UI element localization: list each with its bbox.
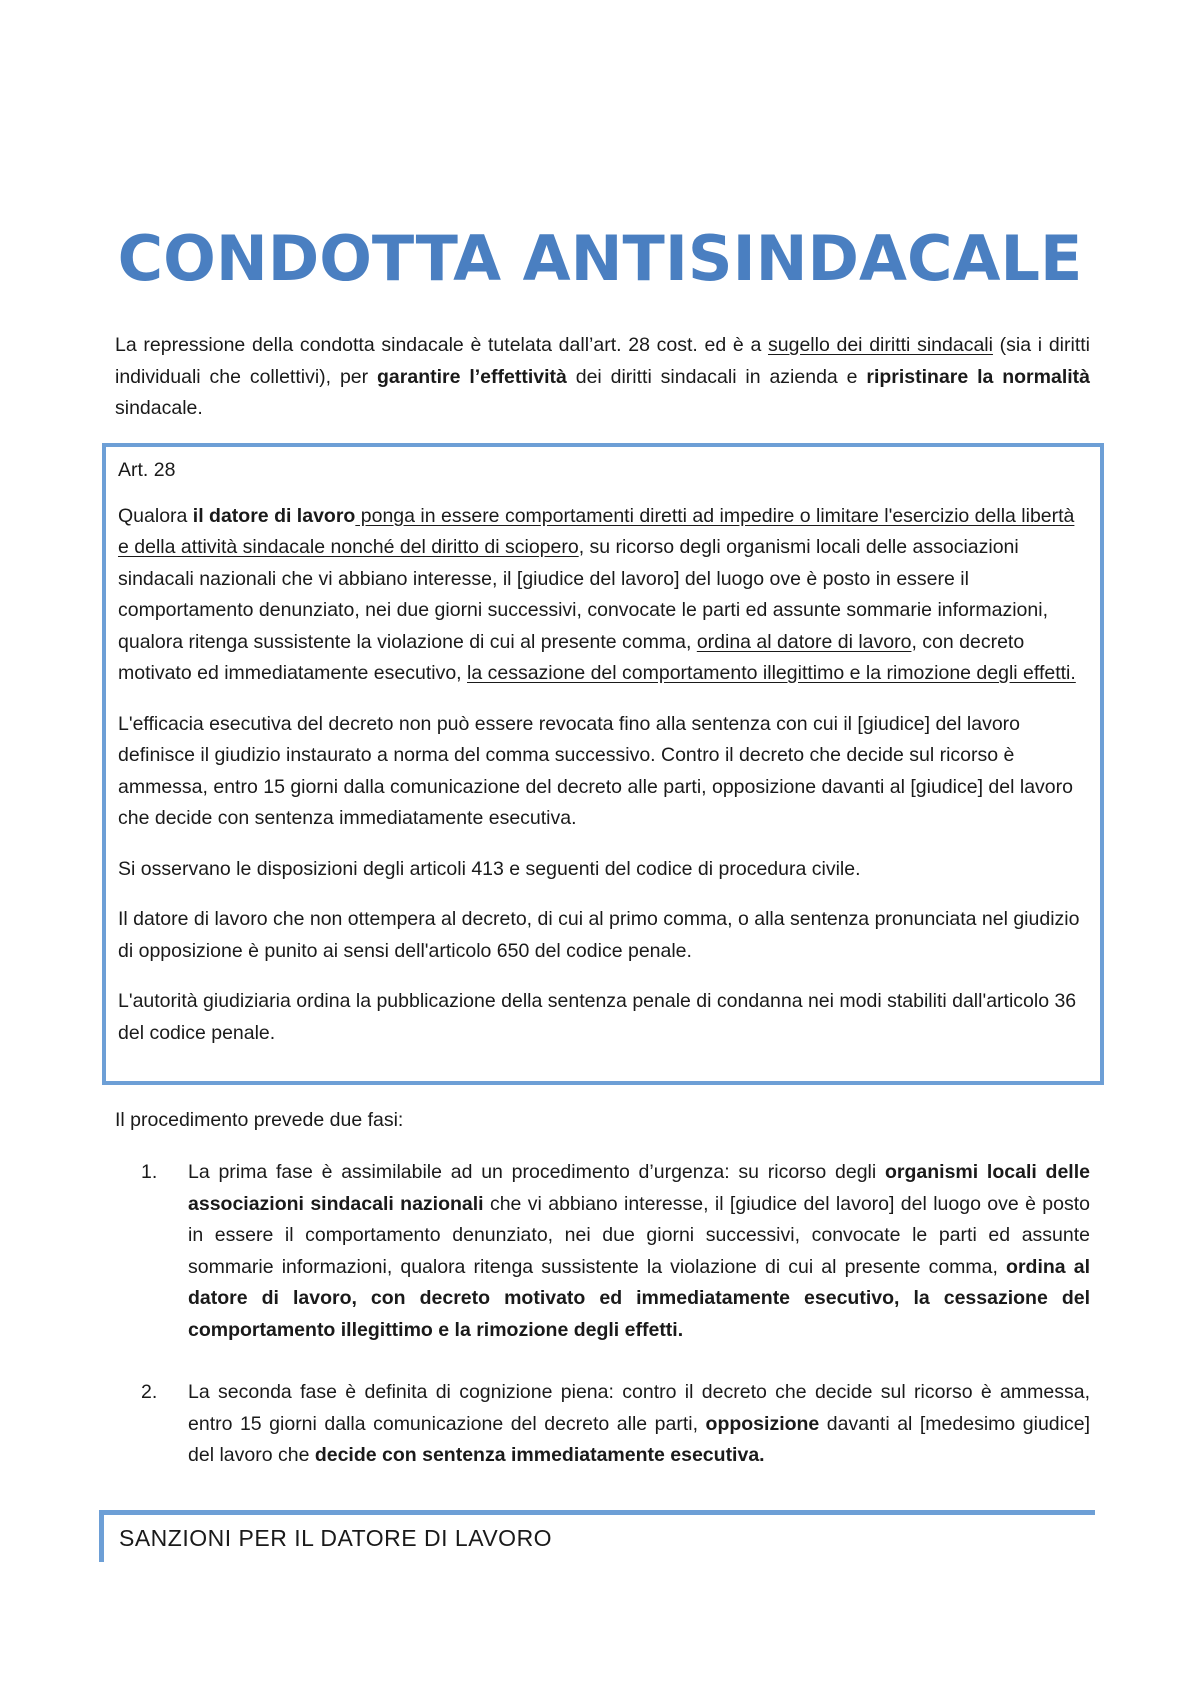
list-item-number: 1. bbox=[141, 1161, 158, 1183]
article-text: Qualora bbox=[118, 504, 193, 527]
intro-text: dei diritti sindacali in azienda e bbox=[566, 365, 867, 388]
intro-paragraph bbox=[115, 330, 1090, 425]
list-item bbox=[115, 1157, 1090, 1346]
article-28-box bbox=[102, 443, 1104, 1085]
fase-bold-text: organismi locali delle associazioni sindacali nazionali bbox=[188, 1161, 1090, 1215]
fase-bold-text: decide con sentenza immediatamente esecutiva. bbox=[314, 1444, 765, 1466]
fase-bold-text: opposizione bbox=[705, 1412, 820, 1435]
article-paragraph-3: Si osservano le disposizioni degli articoli 413 e seguenti del codice di procedura civile. bbox=[118, 857, 861, 880]
list-item bbox=[115, 1377, 1090, 1472]
article-paragraph-5: L'autorità giudiziaria ordina la pubblicazione della sentenza penale di condanna nei modi stabiliti dall'articolo 36 del codice penale. bbox=[118, 990, 1077, 1044]
article-heading: Art. 28 bbox=[118, 459, 176, 481]
fase-text: La prima fase è assimilabile ad un procedimento d’urgenza: su ricorso degli bbox=[188, 1161, 885, 1183]
fase-bold-text: ordina al datore di lavoro, con decreto motivato ed immediatamente esecutivo, la cessazione del comportamento illegittimo e la rimozione degli effetti. bbox=[188, 1255, 1090, 1341]
section-heading-box bbox=[99, 1510, 1095, 1562]
intro-bold-text: garantire l’effettività bbox=[377, 365, 567, 388]
fasi-list bbox=[115, 1157, 1090, 1503]
list-item-number: 2. bbox=[141, 1381, 158, 1403]
intro-text: La repressione della condotta sindacale è tutelata dall’art. 28 cost. ed è a bbox=[115, 334, 768, 356]
list-item-text bbox=[188, 1157, 1090, 1346]
fase-text: La seconda fase è definita di cognizione piena: contro il decreto che decide sul ricorso è ammessa, entro 15 giorni dalla comunicazione del decreto alle parti, bbox=[188, 1381, 1090, 1435]
page-title: CONDOTTA ANTISINDACALE bbox=[117, 222, 1083, 295]
article-text: , su ricorso degli organismi locali delle associazioni sindacali nazionali che vi abbiano interesse, il [giudice del lavoro] del luogo ove è posto in essere il comportamento denunziato, nei due giorni successivi, convocate le parti ed assunte sommarie informazioni, qualora ritenga sussistente la violazione di cui al presente comma, bbox=[118, 536, 1048, 653]
article-underlined-text: ponga in essere comportamenti diretti ad impedire o limitare l'esercizio della libertà e della attività sindacale nonché del diritto di sciopero bbox=[118, 504, 1075, 558]
intro-text: sindacale. bbox=[115, 397, 203, 419]
intro-underlined-text: sugello dei diritti sindacali bbox=[768, 334, 993, 356]
intro-bold-text: ripristinare la normalità bbox=[866, 365, 1091, 388]
fase-text: che vi abbiano interesse, il [giudice del lavoro] del luogo ove è posto in essere il comportamento denunziato, nei due giorni successivi, convocate le parti ed assunte sommarie informazioni, qualora ritenga sussistente la violazione di cui al presente comma, bbox=[188, 1192, 1091, 1278]
article-underlined-text: ordina al datore di lavoro bbox=[696, 630, 912, 653]
article-paragraph-2: L'efficacia esecutiva del decreto non può essere revocata fino alla sentenza con cui il [giudice] del lavoro definisce il giudizio instaurato a norma del comma successivo. Contro il decreto che decide sul ricorso è ammessa, entro 15 giorni dalla comunicazione del decreto alle parti, opposizione davanti al [giudice] del lavoro che decide con sentenza immediatamente esecutiva. bbox=[118, 712, 1073, 829]
article-underlined-text: la cessazione del comportamento illegittimo e la rimozione degli effetti. bbox=[467, 662, 1076, 684]
intro-text: (sia i diritti individuali che collettivi), per bbox=[115, 334, 1090, 388]
list-item-text bbox=[188, 1377, 1090, 1472]
article-text: , con decreto motivato ed immediatamente esecutivo, bbox=[118, 630, 1025, 684]
article-paragraph-1 bbox=[118, 501, 1088, 690]
section-heading: SANZIONI PER IL DATORE DI LAVORO bbox=[119, 1525, 553, 1551]
fase-text: davanti al [medesimo giudice] del lavoro che bbox=[188, 1412, 1090, 1466]
article-paragraph-4: Il datore di lavoro che non ottempera al decreto, di cui al primo comma, o alla sentenza pronunciata nel giudizio di opposizione è punito ai sensi dell'articolo 650 del codice penale. bbox=[118, 908, 1080, 962]
fasi-intro: Il procedimento prevede due fasi: bbox=[115, 1109, 404, 1131]
article-bold-text: il datore di lavoro bbox=[192, 504, 356, 527]
